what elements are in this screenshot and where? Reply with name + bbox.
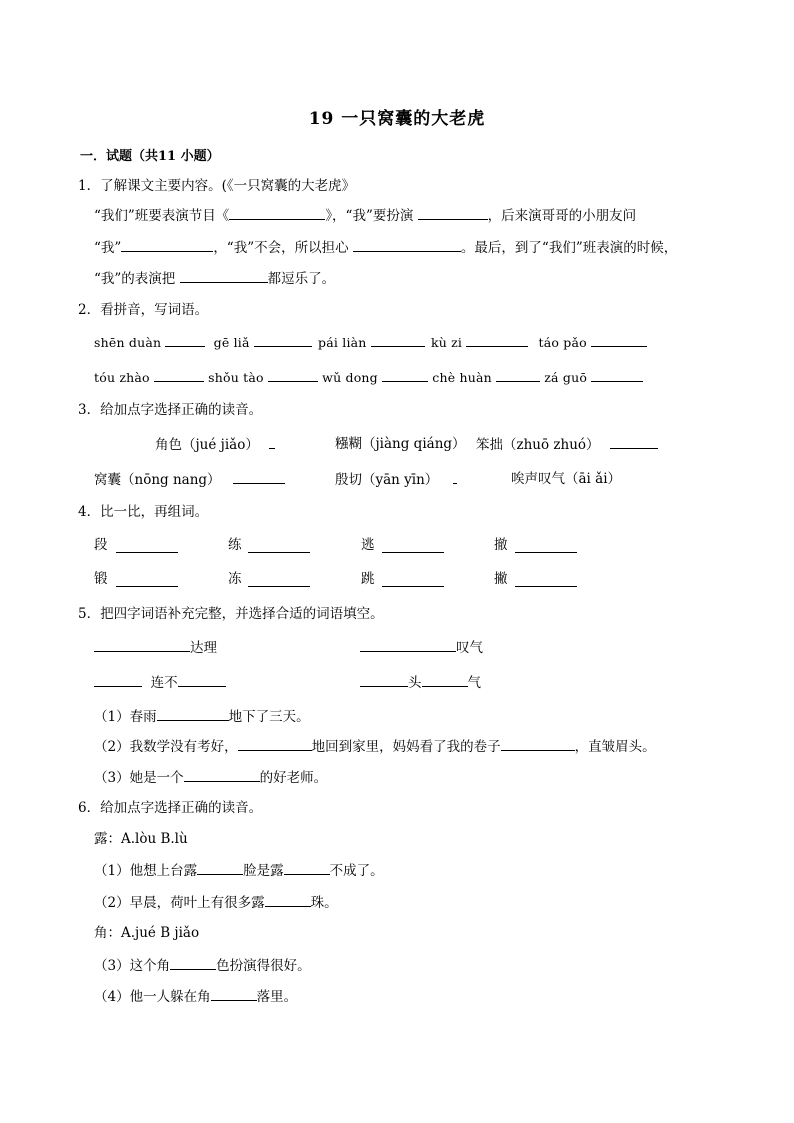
pinyin: tóu zhào	[94, 370, 150, 385]
text: 珠。	[310, 895, 338, 911]
q1-line-2	[94, 237, 677, 258]
blank[interactable]	[453, 469, 457, 484]
text: （4）他一人躲在角	[94, 989, 211, 1005]
q3-item-f: 唉声叹气（āi ǎi）	[511, 471, 622, 487]
blank[interactable]	[269, 434, 275, 449]
text: “我们”班要表演节目《	[94, 208, 230, 224]
blank[interactable]	[94, 637, 190, 652]
char: 练	[228, 537, 242, 553]
page-title: 19 一只窝囊的大老虎	[308, 109, 486, 129]
blank[interactable]	[233, 469, 285, 484]
q5-sentence-2	[94, 736, 656, 757]
blank[interactable]	[610, 434, 658, 449]
q1-stem: 1．了解课文主要内容。(《一只窝囊的大老虎》	[78, 178, 356, 194]
q6-stem: 6．给加点字选择正确的读音。	[78, 800, 263, 816]
text: （1）春雨	[94, 709, 157, 725]
blank[interactable]	[591, 367, 643, 382]
blank[interactable]	[248, 538, 310, 553]
blank[interactable]	[284, 860, 330, 875]
pinyin: chè huàn	[432, 370, 492, 385]
char: 撤	[494, 537, 508, 553]
q2-row-2	[94, 367, 643, 388]
pinyin: pái liàn	[318, 335, 367, 350]
blank[interactable]	[382, 572, 444, 587]
text: （2）我数学没有考好，	[94, 739, 238, 755]
pinyin: shǒu tào	[208, 370, 264, 385]
blank[interactable]	[211, 986, 257, 1001]
blank[interactable]	[466, 332, 528, 347]
text: 头	[408, 675, 422, 691]
blank[interactable]	[382, 538, 444, 553]
pinyin: kù zi	[430, 335, 463, 350]
q1-line-3	[94, 268, 335, 289]
q6-sentence-4	[94, 986, 297, 1007]
text: 殷切（yān yīn）	[335, 472, 439, 488]
q2-row-1	[94, 332, 647, 353]
char: 锻	[94, 571, 108, 587]
q5-stem: 5．把四字词语补充完整，并选择合适的词语填空。	[78, 606, 384, 622]
blank[interactable]	[116, 572, 178, 587]
blank[interactable]	[154, 367, 204, 382]
q5-word-2	[360, 637, 483, 658]
text: （3）她是一个	[94, 770, 184, 786]
blank[interactable]	[170, 955, 216, 970]
q2-stem: 2．看拼音，写词语。	[78, 302, 209, 318]
text: 落里。	[256, 989, 298, 1005]
text: 叹气	[456, 640, 483, 656]
blank[interactable]	[254, 332, 312, 347]
blank[interactable]	[371, 332, 425, 347]
text: “我”的表演把	[94, 271, 180, 287]
q3-stem: 3．给加点字选择正确的读音。	[78, 402, 263, 418]
q5-sentence-1	[94, 706, 310, 727]
text: 不成了。	[329, 863, 384, 879]
q6-sentence-2	[94, 892, 338, 913]
blank[interactable]	[116, 538, 178, 553]
blank[interactable]	[248, 572, 310, 587]
blank[interactable]	[180, 268, 268, 283]
section-heading: 一．试题（共11 小题）	[80, 149, 220, 164]
text: 气	[467, 675, 481, 691]
text: 连不	[150, 675, 178, 691]
q5-word-4	[360, 672, 481, 693]
blank[interactable]	[418, 205, 488, 220]
text: 角色（jué jiǎo）	[155, 437, 259, 453]
q4-stem: 4．比一比，再组词。	[78, 504, 209, 520]
q6-sentence-3	[94, 955, 311, 976]
pinyin: gē liǎ	[213, 335, 250, 350]
q1-line-1	[94, 205, 636, 226]
char: 冻	[228, 571, 242, 587]
q3-item-d	[94, 469, 285, 490]
pinyin: shēn duàn	[94, 335, 162, 350]
q3-item-c	[476, 434, 658, 455]
blank[interactable]	[229, 205, 325, 220]
blank[interactable]	[360, 637, 456, 652]
q6-lu-options: 露：A.lòu B.lù	[94, 831, 188, 847]
char: 段	[94, 537, 108, 553]
blank[interactable]	[382, 367, 428, 382]
blank[interactable]	[178, 672, 226, 687]
blank[interactable]	[591, 332, 647, 347]
blank[interactable]	[121, 237, 213, 252]
text: （2）早晨，荷叶上有很多露	[94, 895, 265, 911]
q5-sentence-3	[94, 767, 327, 788]
text: 地回到家里，妈妈看了我的卷子	[311, 739, 501, 755]
char: 撇	[494, 571, 508, 587]
pinyin: wǔ dong	[322, 370, 378, 385]
blank[interactable]	[496, 367, 540, 382]
blank[interactable]	[501, 736, 575, 751]
text: “我”	[94, 240, 122, 256]
blank[interactable]	[197, 860, 243, 875]
blank[interactable]	[94, 672, 142, 687]
q6-jiao-options: 角：A.jué B jiǎo	[94, 925, 200, 941]
blank[interactable]	[184, 767, 260, 782]
text: 都逗乐了。	[267, 271, 336, 287]
blank[interactable]	[157, 706, 229, 721]
pinyin: táo pǎo	[538, 335, 587, 350]
text: 笨拙（zhuō zhuó）	[476, 437, 600, 453]
blank[interactable]	[353, 237, 461, 252]
blank[interactable]	[360, 672, 408, 687]
text: 脸是露	[243, 863, 284, 879]
blank[interactable]	[238, 736, 312, 751]
text: 地下了三天。	[228, 709, 310, 725]
text: ，后来演哥哥的小朋友问	[487, 208, 637, 224]
q3-item-e	[335, 469, 457, 490]
q5-word-3	[94, 672, 226, 693]
q3-item-b: 糨糊（jiàng qiáng）	[335, 436, 466, 452]
text: 达理	[190, 640, 217, 656]
blank[interactable]	[165, 332, 205, 347]
text: ，“我”不会，所以担心	[213, 240, 353, 256]
text: 色扮演得很好。	[216, 958, 311, 974]
q6-sentence-1	[94, 860, 384, 881]
text: 。最后，到了“我们”班表演的时候，	[460, 240, 678, 256]
blank[interactable]	[268, 367, 318, 382]
text: ，直皱眉头。	[574, 739, 656, 755]
text: 》，“我”要扮演	[325, 208, 418, 224]
blank[interactable]	[515, 538, 577, 553]
blank[interactable]	[515, 572, 577, 587]
char: 逃	[361, 537, 375, 553]
q5-word-1	[94, 637, 217, 658]
char: 跳	[361, 571, 375, 587]
blank[interactable]	[265, 892, 311, 907]
text: 的好老师。	[259, 770, 328, 786]
pinyin: zá guō	[544, 370, 588, 385]
text: 窝囊（nōng nang）	[94, 472, 221, 488]
blank[interactable]	[422, 672, 468, 687]
text: （1）他想上台露	[94, 863, 198, 879]
text: （3）这个角	[94, 958, 171, 974]
q3-item-a	[155, 434, 275, 455]
